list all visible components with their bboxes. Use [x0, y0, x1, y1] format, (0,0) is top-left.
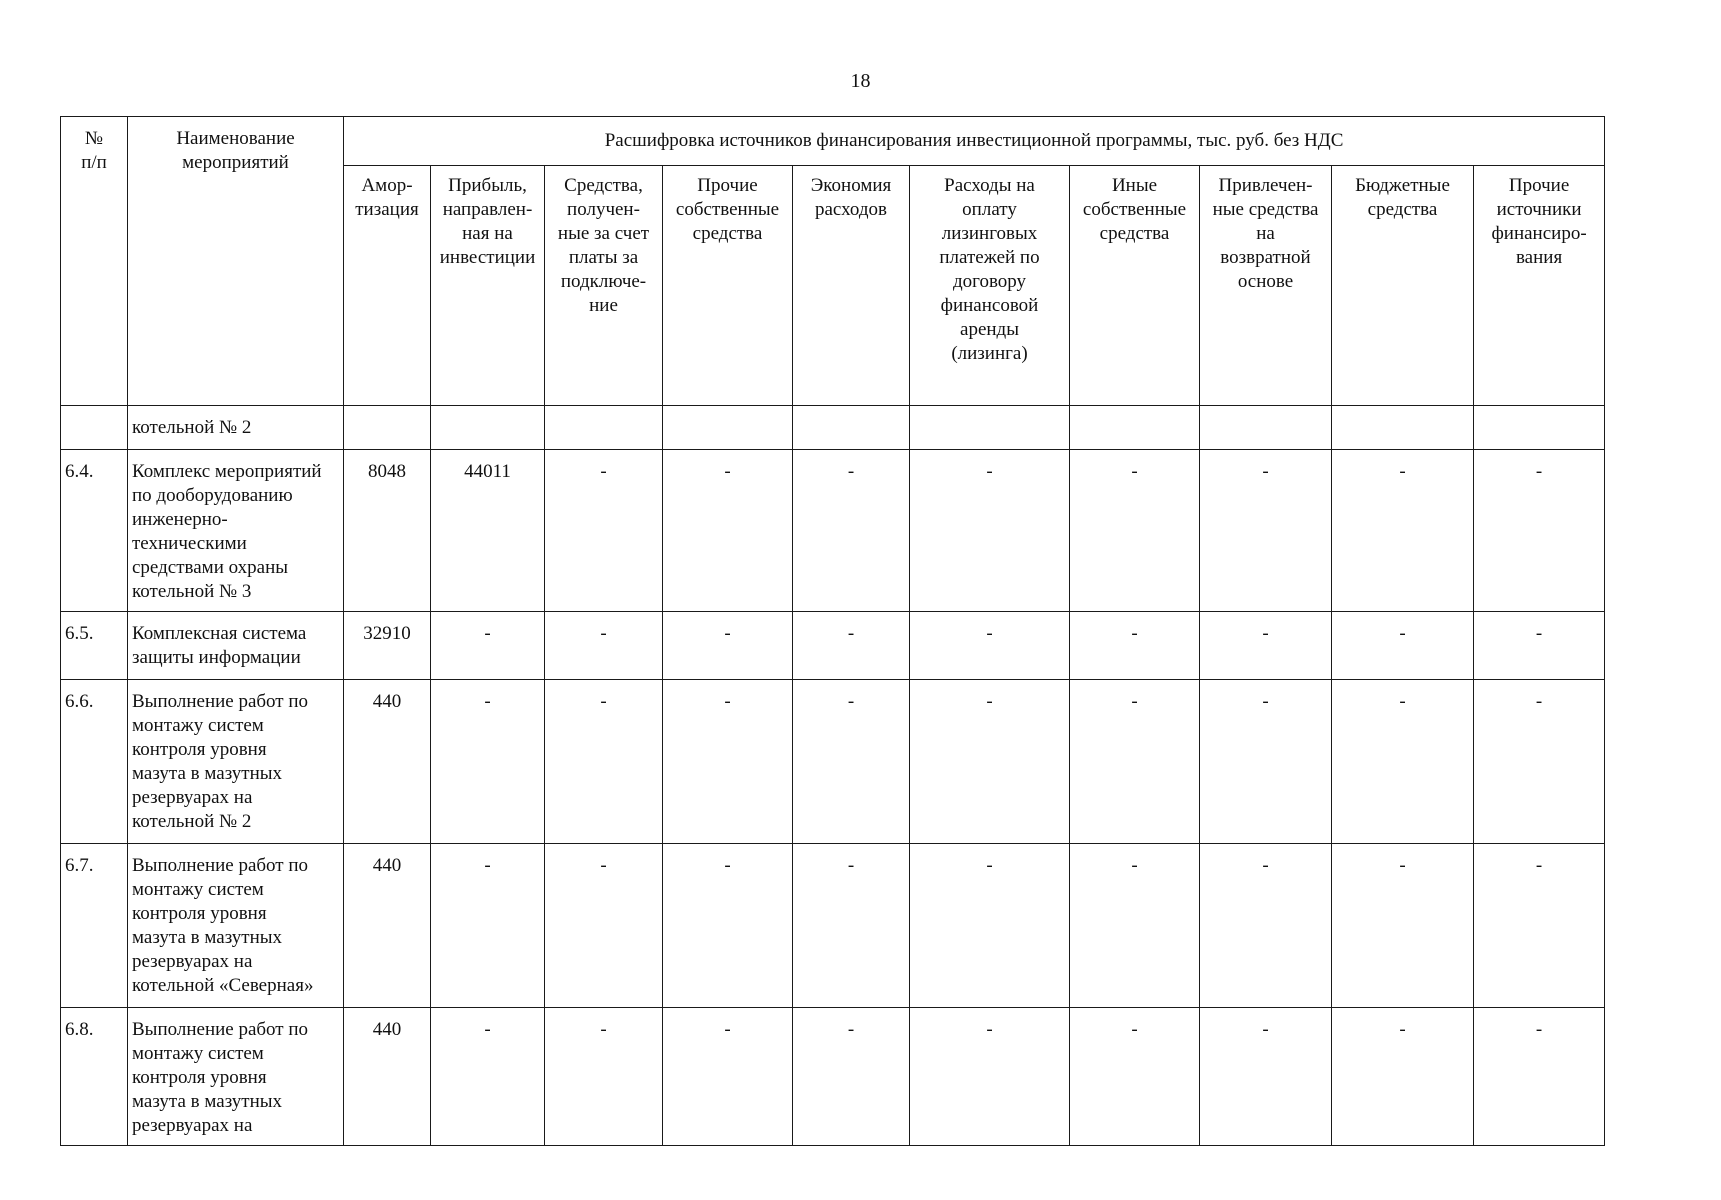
cell-budget — [1332, 406, 1474, 450]
header-col-leasing — [910, 166, 1070, 406]
header-line: аренды — [960, 319, 1019, 340]
row-name-line: резервуарах на — [132, 787, 253, 808]
header-line: финансовой — [940, 295, 1039, 316]
row-name-line: по дооборудованию — [132, 485, 293, 506]
row-name-line: монтажу систем — [132, 1043, 264, 1064]
cell-other-own-funds: - — [663, 1008, 793, 1146]
header-line: (лизинга) — [951, 343, 1028, 364]
header-no-line: № — [84, 128, 104, 149]
header-col-budget — [1332, 166, 1474, 406]
cell-borrowed — [1200, 406, 1332, 450]
header-line: Прочие — [1508, 175, 1570, 196]
cell-budget: - — [1332, 844, 1474, 1008]
cell-leasing: - — [910, 680, 1070, 844]
cell-amortization: 32910 — [344, 612, 431, 680]
header-col-other-own — [1070, 166, 1200, 406]
cell-other-sources: - — [1474, 1008, 1605, 1146]
cell-profit: - — [431, 612, 545, 680]
cell-borrowed: - — [1200, 844, 1332, 1008]
cell-other-own-funds — [663, 406, 793, 450]
cell-other-own-funds: - — [663, 612, 793, 680]
header-line: оплату — [962, 199, 1017, 220]
header-line: источники — [1496, 199, 1582, 220]
cell-other-sources: - — [1474, 450, 1605, 612]
cell-budget: - — [1332, 450, 1474, 612]
header-line: получен- — [567, 199, 640, 220]
cell-budget: - — [1332, 612, 1474, 680]
row-name-line: Выполнение работ по — [132, 691, 309, 712]
header-line: Прочие — [697, 175, 758, 196]
cell-borrowed: - — [1200, 612, 1332, 680]
cell-other-own-funds: - — [663, 844, 793, 1008]
header-name — [128, 117, 344, 406]
row-name-line: техническими — [132, 533, 247, 554]
header-line: средства — [1367, 199, 1438, 220]
header-no — [61, 117, 128, 406]
header-col-cost-savings — [793, 166, 910, 406]
table-row — [61, 1008, 1605, 1146]
cell-amortization: 440 — [344, 680, 431, 844]
cell-cost-savings: - — [793, 450, 910, 612]
table-row — [61, 612, 1605, 680]
cell-other-sources: - — [1474, 612, 1605, 680]
cell-profit: - — [431, 1008, 545, 1146]
header-line: ная на — [462, 223, 513, 244]
row-name-line: котельной № 3 — [132, 581, 252, 602]
row-name — [128, 612, 344, 680]
header-line: Экономия — [810, 175, 892, 196]
cell-other-own: - — [1070, 680, 1200, 844]
header-line: платежей по — [939, 247, 1040, 268]
row-name — [128, 680, 344, 844]
cell-other-sources: - — [1474, 844, 1605, 1008]
header-line: платы за — [568, 247, 639, 268]
header-line: Амор- — [361, 175, 413, 196]
cell-leasing — [910, 406, 1070, 450]
table-row — [61, 450, 1605, 612]
table-row — [61, 406, 1605, 450]
row-name-line: Выполнение работ по — [132, 855, 309, 876]
row-name-line: монтажу систем — [132, 879, 264, 900]
row-name-line: мазута в мазутных — [132, 927, 283, 948]
header-line: расходов — [815, 199, 887, 220]
cell-budget: - — [1332, 680, 1474, 844]
cell-cost-savings — [793, 406, 910, 450]
row-name — [128, 450, 344, 612]
header-line: Расходы на — [944, 175, 1035, 196]
cell-other-sources — [1474, 406, 1605, 450]
header-line: подключе- — [560, 271, 647, 292]
cell-other-own: - — [1070, 1008, 1200, 1146]
cell-profit: - — [431, 680, 545, 844]
row-name-line: Комплекс мероприятий — [132, 461, 322, 482]
cell-leasing: - — [910, 1008, 1070, 1146]
row-name-line: средствами охраны — [132, 557, 289, 578]
cell-borrowed: - — [1200, 1008, 1332, 1146]
header-line: вания — [1515, 247, 1563, 268]
cell-other-own-funds: - — [663, 680, 793, 844]
cell-other-own: - — [1070, 450, 1200, 612]
header-line: собственные — [1082, 199, 1187, 220]
header-line: ние — [589, 295, 618, 316]
row-name — [128, 1008, 344, 1146]
header-line: Бюджетные — [1355, 175, 1450, 196]
table-row — [61, 680, 1605, 844]
header-col-connection-fees — [545, 166, 663, 406]
cell-connection-fees: - — [545, 680, 663, 844]
row-number: 6.6. — [61, 680, 128, 844]
header-line: Средства, — [564, 175, 643, 196]
row-name-line: котельной № 2 — [132, 417, 252, 438]
cell-connection-fees: - — [545, 450, 663, 612]
header-line: собственные — [675, 199, 780, 220]
cell-leasing: - — [910, 612, 1070, 680]
cell-cost-savings: - — [793, 844, 910, 1008]
row-name-line: котельной № 2 — [132, 811, 252, 832]
cell-amortization: 8048 — [344, 450, 431, 612]
header-line: средства — [1099, 223, 1170, 244]
row-name-line: Выполнение работ по — [132, 1019, 309, 1040]
cell-connection-fees: - — [545, 612, 663, 680]
row-number: 6.4. — [61, 450, 128, 612]
header-line: Иные — [1111, 175, 1158, 196]
header-name-line: Наименование — [176, 128, 295, 149]
cell-connection-fees — [545, 406, 663, 450]
row-name-line: инженерно- — [132, 509, 228, 530]
cell-amortization: 440 — [344, 1008, 431, 1146]
header-line: на — [1256, 223, 1275, 244]
financing-table — [60, 116, 1605, 1146]
header-line: тизация — [355, 199, 419, 220]
cell-profit: - — [431, 844, 545, 1008]
cell-other-own: - — [1070, 844, 1200, 1008]
row-name-line: мазута в мазутных — [132, 763, 283, 784]
header-line: лизинговых — [941, 223, 1038, 244]
cell-borrowed: - — [1200, 450, 1332, 612]
header-line: возвратной — [1220, 247, 1311, 268]
header-line: Привлечен- — [1218, 175, 1313, 196]
header-col-other-own-funds — [663, 166, 793, 406]
row-name-line: Комплексная система — [132, 623, 307, 644]
table-row — [61, 844, 1605, 1008]
cell-other-sources: - — [1474, 680, 1605, 844]
row-name-line: мазута в мазутных — [132, 1091, 283, 1112]
cell-budget: - — [1332, 1008, 1474, 1146]
header-col-borrowed — [1200, 166, 1332, 406]
page-number: 18 — [850, 70, 871, 92]
cell-borrowed: - — [1200, 680, 1332, 844]
cell-connection-fees: - — [545, 844, 663, 1008]
header-line: ные за счет — [557, 223, 650, 244]
row-name-line: монтажу систем — [132, 715, 264, 736]
row-name — [128, 844, 344, 1008]
cell-profit: 44011 — [431, 450, 545, 612]
row-name-line: котельной «Северная» — [132, 975, 314, 996]
header-line: основе — [1237, 271, 1294, 292]
header-line: инвестиции — [439, 247, 536, 268]
row-name-line: резервуарах на — [132, 1115, 253, 1136]
row-name-line: контроля уровня — [132, 903, 267, 924]
header-line: ные средства — [1212, 199, 1319, 220]
row-name-line: контроля уровня — [132, 1067, 267, 1088]
cell-leasing: - — [910, 450, 1070, 612]
cell-profit — [431, 406, 545, 450]
cell-other-own-funds: - — [663, 450, 793, 612]
header-no-line: п/п — [81, 152, 107, 173]
cell-cost-savings: - — [793, 680, 910, 844]
header-line: средства — [692, 223, 763, 244]
row-number — [61, 406, 128, 450]
row-name-line: контроля уровня — [132, 739, 267, 760]
header-line: договору — [952, 271, 1027, 292]
header-line: Прибыль, — [448, 175, 527, 196]
row-name-line: резервуарах на — [132, 951, 253, 972]
row-number: 6.5. — [61, 612, 128, 680]
cell-other-own — [1070, 406, 1200, 450]
header-name-line: мероприятий — [182, 152, 289, 173]
cell-cost-savings: - — [793, 612, 910, 680]
cell-amortization — [344, 406, 431, 450]
row-number: 6.7. — [61, 844, 128, 1008]
cell-connection-fees: - — [545, 1008, 663, 1146]
cell-other-own: - — [1070, 612, 1200, 680]
row-number: 6.8. — [61, 1008, 128, 1146]
header-line: направлен- — [442, 199, 533, 220]
header-col-profit — [431, 166, 545, 406]
header-col-other-sources — [1474, 166, 1605, 406]
row-name-line: защиты информации — [132, 647, 301, 668]
header-col-amortization — [344, 166, 431, 406]
header-row-group — [61, 117, 1605, 166]
row-name — [128, 406, 344, 450]
cell-leasing: - — [910, 844, 1070, 1008]
cell-amortization: 440 — [344, 844, 431, 1008]
cell-cost-savings: - — [793, 1008, 910, 1146]
header-line: финансиро- — [1491, 223, 1587, 244]
header-financing-group: Расшифровка источников финансирования инвестиционной программы, тыс. руб. без НДС — [344, 117, 1605, 166]
